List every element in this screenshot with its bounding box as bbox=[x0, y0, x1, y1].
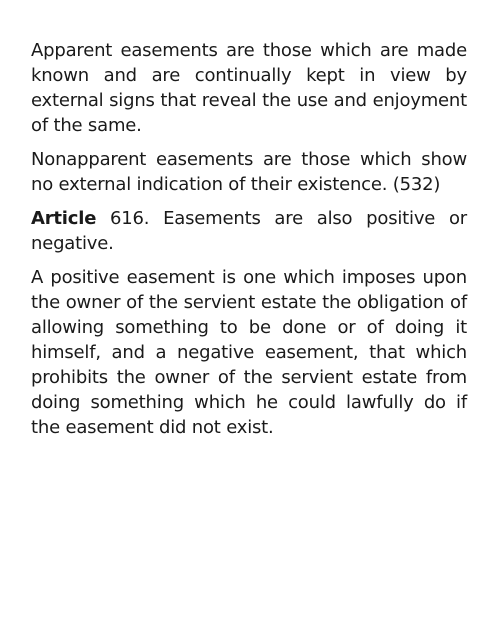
paragraph-positive-negative-easement: A positive easement is one which imposes upon the owner of the servient estate the obligation of allowing something to be done or of doing it himself, and a negative easement, that which prohibits the owner of the servient estate from doing something which he could lawfully do if the easement did not exist. bbox=[31, 267, 467, 438]
document-page bbox=[31, 38, 467, 440]
paragraph-gap bbox=[31, 197, 467, 206]
paragraph-article-616 bbox=[31, 206, 467, 256]
article-text: 616. Easements are also positive or negative. bbox=[31, 208, 467, 254]
article-label: Article bbox=[31, 208, 97, 229]
paragraph-gap bbox=[31, 256, 467, 265]
paragraph-nonapparent-easements: Nonapparent easements are those which show no external indication of their existence. (532) bbox=[31, 149, 467, 195]
paragraph-gap bbox=[31, 138, 467, 147]
paragraph-apparent-easements: Apparent easements are those which are made known and are continually kept in view by external signs that reveal the use and enjoyment of the same. bbox=[31, 40, 467, 136]
